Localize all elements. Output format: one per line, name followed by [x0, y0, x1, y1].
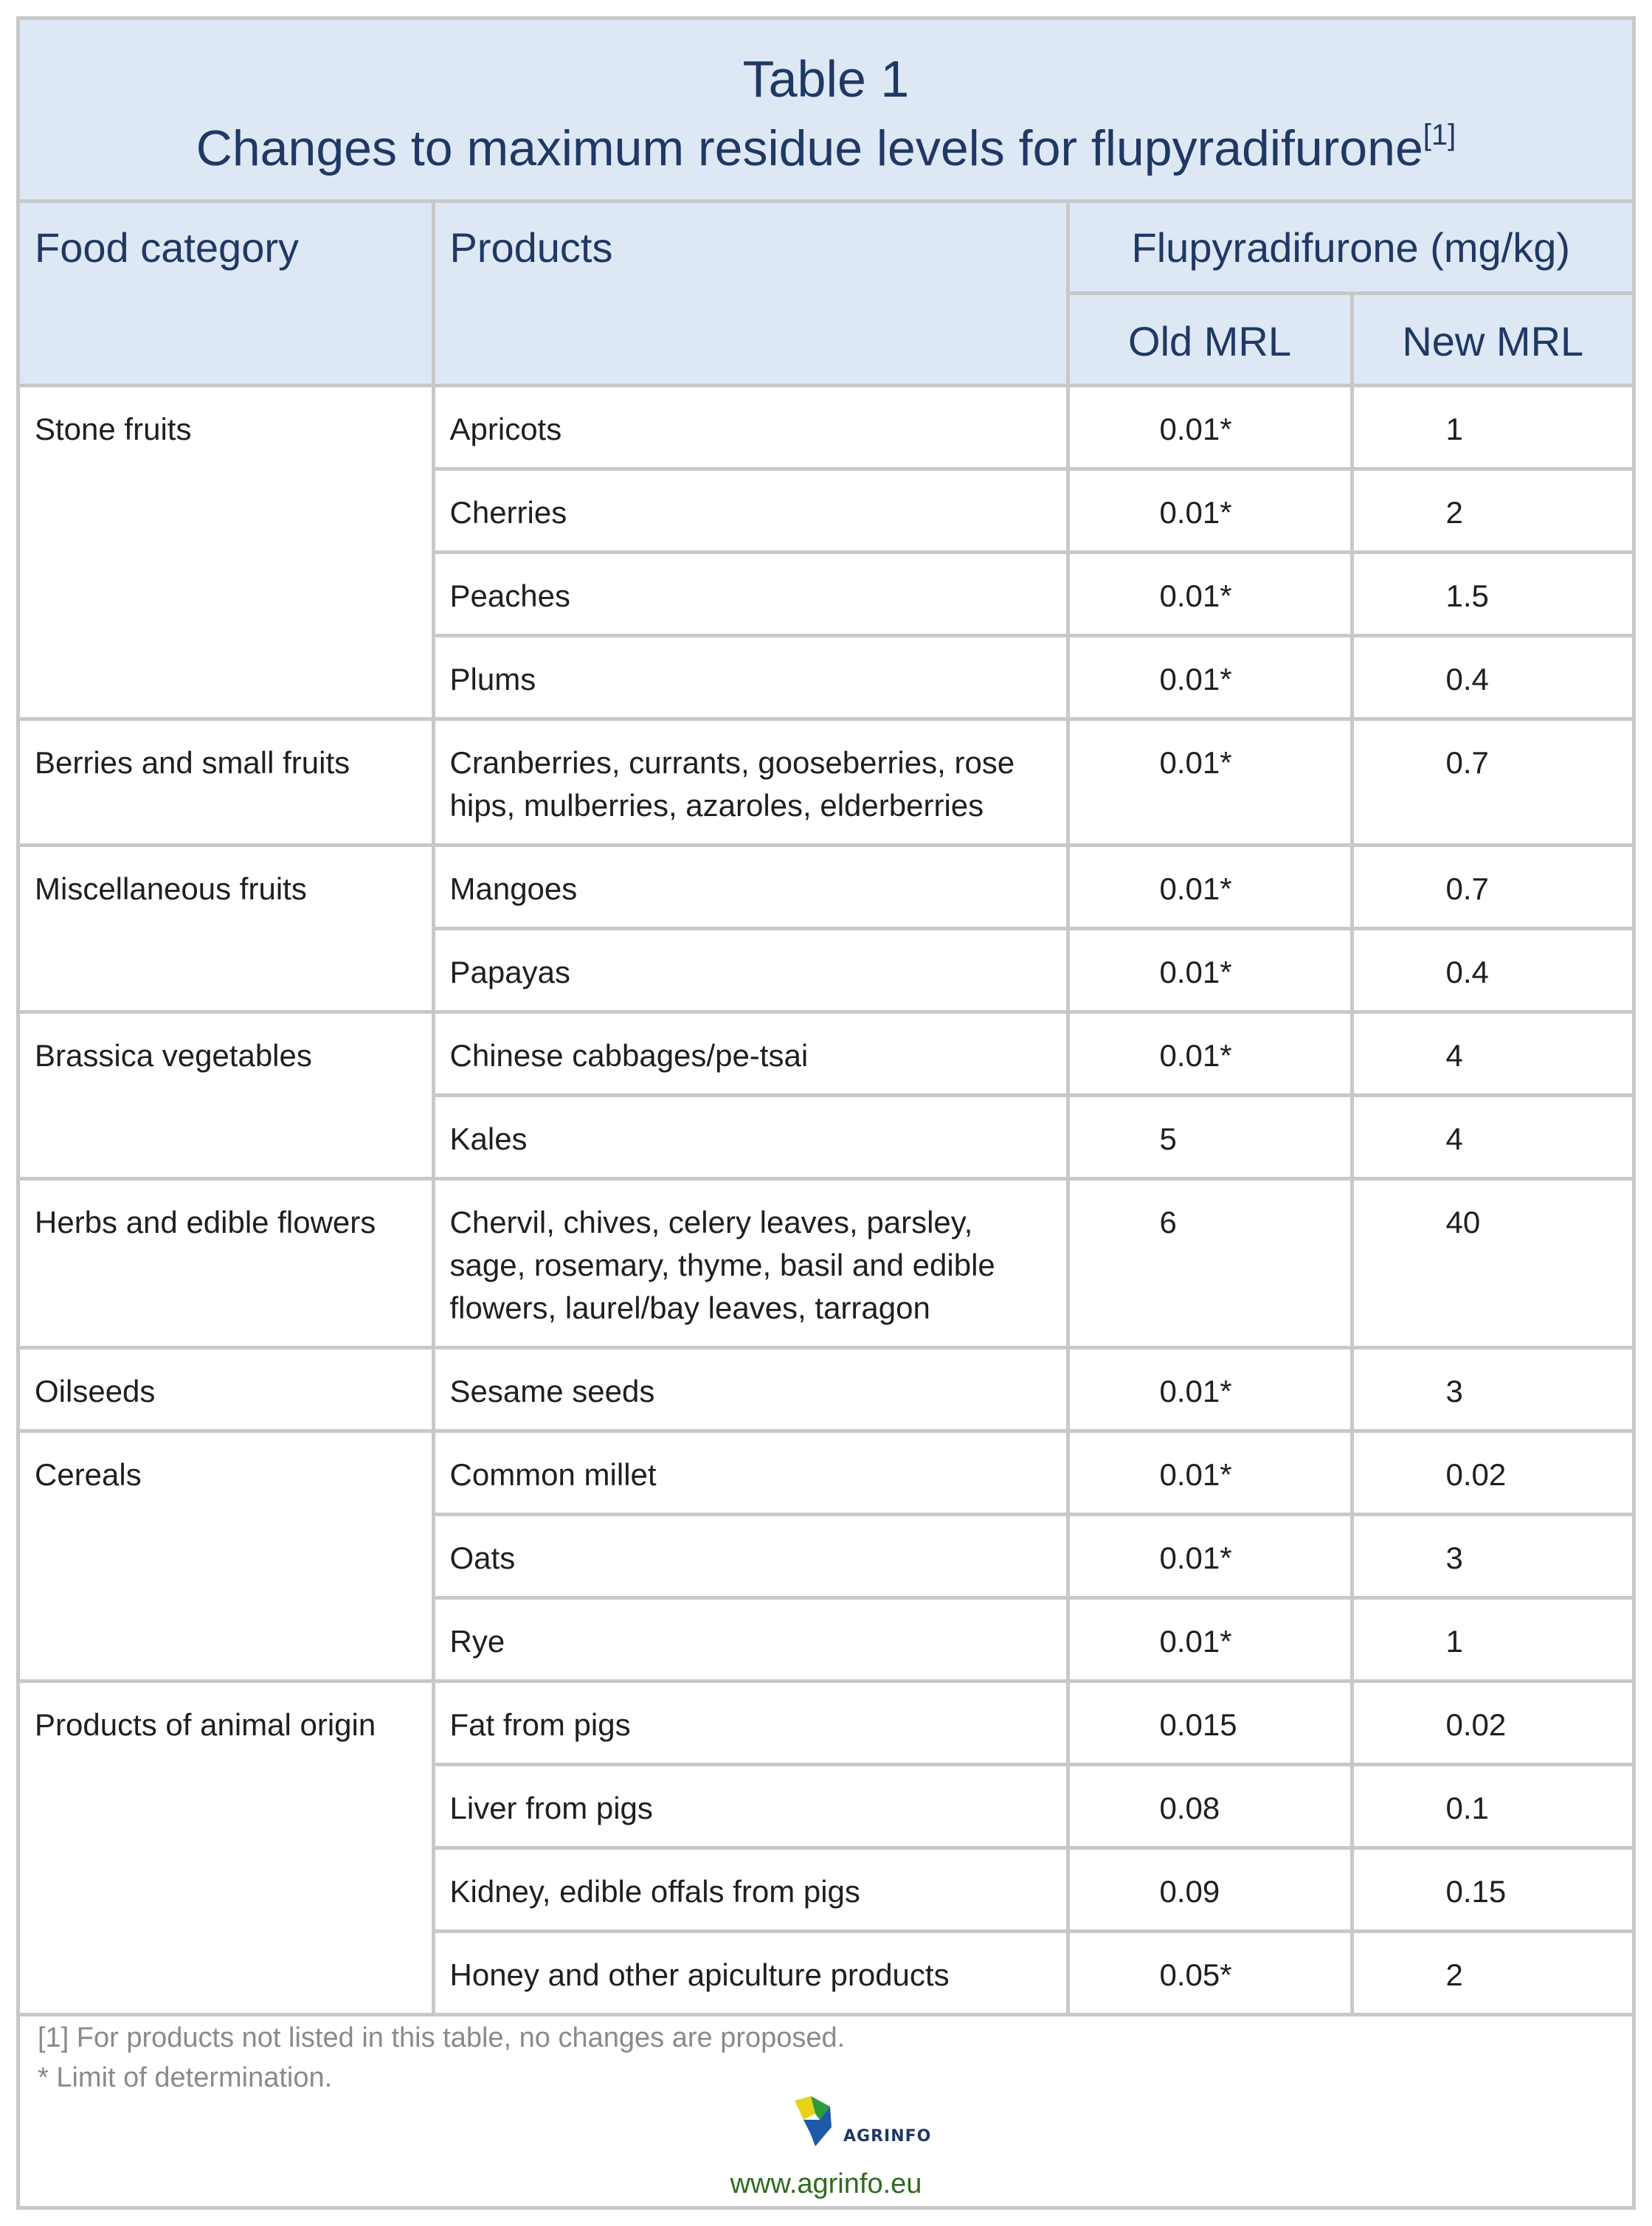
table-row — [20, 1178, 1632, 1347]
product-cell: Chinese cabbages/pe-tsai — [433, 1012, 1068, 1095]
new-mrl-cell: 0.15 — [1352, 1847, 1632, 1931]
food-category-cell: Cereals — [20, 1431, 433, 1681]
agrinfo-url: www.agrinfo.eu — [730, 2168, 922, 2199]
new-mrl-cell: 0.7 — [1352, 719, 1632, 845]
food-category-cell: Brassica vegetables — [20, 1012, 433, 1178]
product-cell: Common millet — [433, 1431, 1068, 1514]
new-mrl-cell: 40 — [1352, 1178, 1632, 1347]
new-mrl-cell: 0.1 — [1352, 1764, 1632, 1847]
product-cell: Papayas — [433, 928, 1068, 1012]
new-mrl-cell: 0.7 — [1352, 845, 1632, 928]
header-flupyradifurone: Flupyradifurone (mg/kg) — [1068, 203, 1632, 293]
old-mrl-cell: 0.01* — [1068, 635, 1352, 719]
food-category-cell: Herbs and edible flowers — [20, 1178, 433, 1347]
product-cell: Peaches — [433, 552, 1068, 635]
product-cell: Cherries — [433, 469, 1068, 552]
agrinfo-logo — [773, 2093, 950, 2160]
new-mrl-cell: 1.5 — [1352, 552, 1632, 635]
old-mrl-cell: 0.09 — [1068, 1847, 1352, 1931]
header-products: Products — [433, 203, 1068, 385]
new-mrl-cell: 3 — [1352, 1514, 1632, 1597]
food-category-cell: Oilseeds — [20, 1347, 433, 1431]
table-row — [20, 1012, 1632, 1095]
old-mrl-cell: 0.01* — [1068, 385, 1352, 469]
product-cell: Cranberries, currants, gooseberries, rose hips, mulberries, azaroles, elderberries — [433, 719, 1068, 845]
old-mrl-cell: 0.08 — [1068, 1764, 1352, 1847]
product-cell: Mangoes — [433, 845, 1068, 928]
agrinfo-wordmark: AGRINFO — [843, 2127, 932, 2146]
footnote-2: * Limit of determination. — [38, 2062, 333, 2093]
mrl-table-body — [20, 385, 1632, 2014]
old-mrl-cell: 0.015 — [1068, 1681, 1352, 1764]
product-cell: Sesame seeds — [433, 1347, 1068, 1431]
product-cell: Honey and other apiculture products — [433, 1931, 1068, 2014]
product-cell: Oats — [433, 1514, 1068, 1597]
agrinfo-leaf-icon — [789, 2093, 848, 2152]
table-title-text: Changes to maximum residue levels for flupyradifurone — [196, 120, 1423, 176]
title-footnote-ref: [1] — [1423, 119, 1456, 151]
food-category-cell: Berries and small fruits — [20, 719, 433, 845]
table-number: Table 1 — [742, 50, 910, 108]
food-category-cell: Miscellaneous fruits — [20, 845, 433, 1012]
new-mrl-cell: 0.4 — [1352, 928, 1632, 1012]
new-mrl-cell: 0.02 — [1352, 1431, 1632, 1514]
new-mrl-cell: 2 — [1352, 469, 1632, 552]
old-mrl-cell: 5 — [1068, 1095, 1352, 1178]
table-row — [20, 1347, 1632, 1431]
table-row — [20, 1681, 1632, 1764]
old-mrl-cell: 0.01* — [1068, 928, 1352, 1012]
table-frame — [16, 16, 1636, 2210]
table-row — [20, 719, 1632, 845]
new-mrl-cell: 3 — [1352, 1347, 1632, 1431]
food-category-cell: Stone fruits — [20, 385, 433, 719]
food-category-cell: Products of animal origin — [20, 1681, 433, 2014]
header-food-category: Food category — [20, 203, 433, 385]
old-mrl-cell: 0.01* — [1068, 1514, 1352, 1597]
table-row — [20, 845, 1632, 928]
table-title — [20, 117, 1632, 179]
new-mrl-cell: 1 — [1352, 1597, 1632, 1681]
old-mrl-cell: 6 — [1068, 1178, 1352, 1347]
new-mrl-cell: 4 — [1352, 1095, 1632, 1178]
footnote-1: [1] For products not listed in this table, no changes are proposed. — [38, 2022, 846, 2053]
product-cell: Liver from pigs — [433, 1764, 1068, 1847]
old-mrl-cell: 0.01* — [1068, 845, 1352, 928]
old-mrl-cell: 0.01* — [1068, 1012, 1352, 1095]
mrl-table — [20, 203, 1632, 2016]
new-mrl-cell: 1 — [1352, 385, 1632, 469]
old-mrl-cell: 0.01* — [1068, 469, 1352, 552]
product-cell: Plums — [433, 635, 1068, 719]
title-block — [20, 20, 1632, 203]
new-mrl-cell: 0.4 — [1352, 635, 1632, 719]
product-cell: Kidney, edible offals from pigs — [433, 1847, 1068, 1931]
product-cell: Kales — [433, 1095, 1068, 1178]
old-mrl-cell: 0.01* — [1068, 1431, 1352, 1514]
old-mrl-cell: 0.01* — [1068, 1597, 1352, 1681]
product-cell: Rye — [433, 1597, 1068, 1681]
new-mrl-cell: 2 — [1352, 1931, 1632, 2014]
old-mrl-cell: 0.01* — [1068, 719, 1352, 845]
table-row — [20, 1431, 1632, 1514]
old-mrl-cell: 0.01* — [1068, 1347, 1352, 1431]
new-mrl-cell: 4 — [1352, 1012, 1632, 1095]
new-mrl-cell: 0.02 — [1352, 1681, 1632, 1764]
product-cell: Chervil, chives, celery leaves, parsley, sage, rosemary, thyme, basil and edible flowers, laurel/bay leaves, tarragon — [433, 1178, 1068, 1347]
old-mrl-cell: 0.01* — [1068, 552, 1352, 635]
footnotes — [38, 2018, 845, 2098]
old-mrl-cell: 0.05* — [1068, 1931, 1352, 2014]
product-cell: Fat from pigs — [433, 1681, 1068, 1764]
table-row — [20, 385, 1632, 469]
header-new-mrl: New MRL — [1352, 293, 1632, 385]
product-cell: Apricots — [433, 385, 1068, 469]
header-old-mrl: Old MRL — [1068, 293, 1352, 385]
